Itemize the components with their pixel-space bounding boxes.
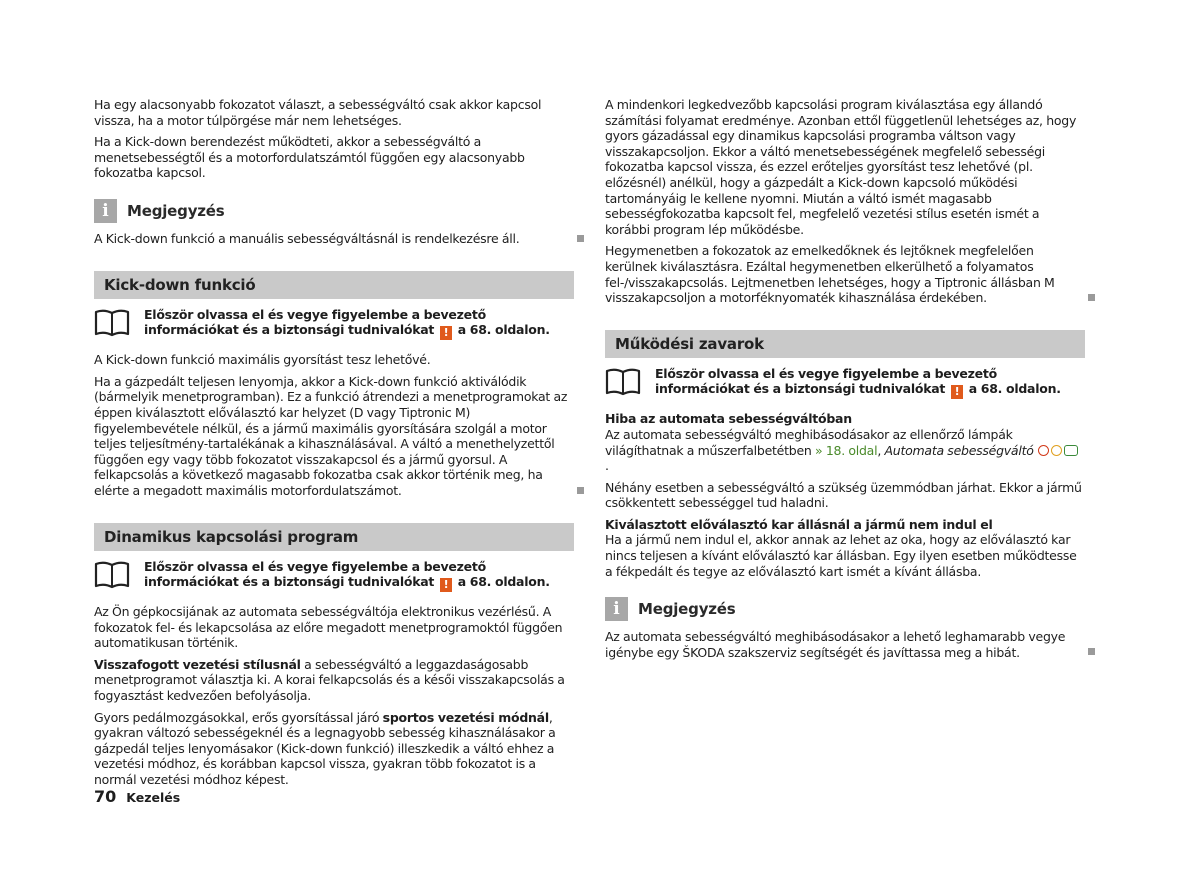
paragraph: Ha a gázpedált teljesen lenyomja, akkor a Kick-down funkció aktiválódik (bármelyik menetprogramban). Ez a funkció átrendezi a menetprogramokat az éppen kiválasztott előválasztó kar helyzet (D vagy Tiptronic M) figyelembevétele nélkül, és a jármű maximális gyorsítására szolgál a motor teljes teljesítmény-tartalékának a kihasználásával. A váltó a menethelyzettől függően egy vagy több fokozatot visszakapcsol és a jármű gyorsul. A felkapcsolás a következő magasabb fokozatba csak akkor történik meg, ha elérte a megadott maximális motorfordulatszámot. [94, 374, 574, 499]
page-footer [94, 787, 180, 806]
end-mark-icon [1088, 294, 1095, 301]
section-header-faults [605, 330, 1085, 358]
section-title: Kick-down funkció [104, 275, 256, 294]
paragraph: Hegymenetben a fokozatok az emelkedőknek és lejtőknek megfelelően kerülnek kiválasztásra. Ezáltal hegymenetben elkerülhető a folyamatos fel-/visszakapcsolás. Lejtmenetben lehetséges, hogy a Tiptronic állásban M visszakapcsoljon a motorféknyomaték kihasználása érdekében. [605, 243, 1085, 305]
section-label: Kezelés [126, 790, 181, 805]
paragraph: Gyors pedálmozgásokkal, erős gyorsítással járó sportos vezetési módnál, gyakran változó sebességeknél és a legnagyobb sebesség kihasználásakor a gázpedál teljes lenyomásakor (Kick-down funkció) illeszkedik a váltó ehhez a vezetési módhoz, és korábban kapcsol vissza, gyakran több fokozatot is a normál vezetési módhoz képest. [94, 709, 556, 788]
end-mark-icon [577, 487, 584, 494]
paragraph: Néhány esetben a sebességváltó a szükség üzemmódban járhat. Ekkor a jármű csökkentett sebességgel tud haladni. [605, 479, 1082, 511]
paragraph: A mindenkori legkedvezőbb kapcsolási program kiválasztása egy állandó számítási folyamat eredménye. Azonban ettől függetlenül lehetséges az, hogy gyors gázadással egy dinamikus kapcsolási programba váltson vagy visszakapcsoljon. Ekkor a váltó menetsebességének megfelelő sebességi fokozatba kapcsol vissza, és ezzel erőteljes gyorsítást tesz lehetővé (pl. előzésnél) anélkül, hogy a gázpedált a Kick-down kapcsoló működési tartományáig le kellene nyomni. Miután a váltó ismét magasabb sebességfokozatba kapcsolt fel, megfelelő vezetési stílus esetén ismét a korábbi program lép működésbe. [605, 97, 1077, 237]
note-title: Megjegyzés [127, 201, 225, 220]
info-icon: i [94, 199, 117, 223]
section-title: Működési zavarok [615, 334, 764, 353]
paragraph: Az automata sebességváltó meghibásodásakor az ellenőrző lámpák világíthatnak a műszerfalbetétben » 18. oldal, Automata sebességváltó . [605, 427, 1085, 474]
info-icon: i [605, 597, 628, 621]
lamp-red-icon [1038, 445, 1049, 456]
book-icon [94, 309, 130, 337]
read-first-text: Először olvassa el és vegye figyelembe a bevezető információkat és a biztonsági tudnivalókat ! a 68. oldalon. [144, 306, 550, 340]
lamp-green-icon [1064, 445, 1078, 456]
end-mark-icon [1088, 648, 1095, 655]
subheading: Kiválasztott előválasztó kar állásnál a jármű nem indul el [605, 516, 993, 532]
paragraph: Az Ön gépkocsijának az automata sebességváltója elektronikus vezérlésű. A fokozatok fel- és lekapcsolása az előre megadott menetprogramoktól függően automatikusan történik. [94, 604, 563, 651]
read-first-note [94, 307, 574, 341]
section-header-dynamic [94, 523, 574, 551]
read-first-text: Először olvassa el és vegye figyelembe a bevezető információkat és a biztonsági tudnivalókat ! a 68. oldalon. [655, 365, 1061, 399]
page-number: 70 [94, 787, 117, 806]
note-text: Az automata sebességváltó meghibásodásakor a lehető leghamarabb vegye igénybe egy ŠKODA szakszerviz segítségét és javíttassa meg a hibát. [605, 629, 1085, 660]
note-title: Megjegyzés [638, 600, 736, 619]
paragraph: Visszafogott vezetési stílusnál a sebességváltó a leggazdaságosabb menetprogramot választja ki. A korai felkapcsolás és a késői visszakapcsolás a fogyasztást kedvezően befolyásolja. [94, 656, 565, 704]
warning-icon: ! [440, 326, 452, 340]
note-text: A Kick-down funkció a manuális sebességváltásnál is rendelkezésre áll. [94, 231, 574, 247]
read-first-text: Először olvassa el és vegye figyelembe a bevezető információkat és a biztonsági tudnivalókat ! a 68. oldalon. [144, 558, 550, 592]
paragraph: Ha egy alacsonyabb fokozatot választ, a sebességváltó csak akkor kapcsol vissza, ha a motor túlpörgése már nem lehetséges. [94, 97, 542, 128]
page-reference-link[interactable]: » 18. oldal [815, 442, 878, 458]
section-header-kickdown [94, 271, 574, 299]
paragraph: A Kick-down funkció maximális gyorsítást tesz lehetővé. [94, 352, 431, 368]
read-first-note [605, 366, 1085, 400]
book-icon [605, 368, 641, 396]
warning-icon: ! [440, 578, 452, 592]
paragraph: Ha a jármű nem indul el, akkor annak az lehet az oka, hogy az előválasztó kar nincs teljesen a kívánt előválasztó kar állásban. Egy ilyen esetben működtesse a fékpedált és tegye az előválasztó kart ismét a kívánt állásba. [605, 532, 1077, 579]
read-first-note [94, 559, 574, 593]
note-header [94, 199, 574, 223]
end-mark-icon [577, 235, 584, 242]
paragraph: Ha a Kick-down berendezést működteti, akkor a sebességváltó a menetsebességtől és a motorfordulatszámtól függően egy alacsonyabb fokozatba kapcsol. [94, 134, 525, 181]
note-header [605, 597, 1085, 621]
section-title: Dinamikus kapcsolási program [104, 527, 359, 546]
warning-icon: ! [951, 385, 963, 399]
book-icon [94, 561, 130, 589]
lamp-yellow-icon [1051, 445, 1062, 456]
left-column [94, 97, 574, 794]
subheading: Hiba az automata sebességváltóban [605, 411, 852, 427]
right-column [605, 97, 1085, 666]
